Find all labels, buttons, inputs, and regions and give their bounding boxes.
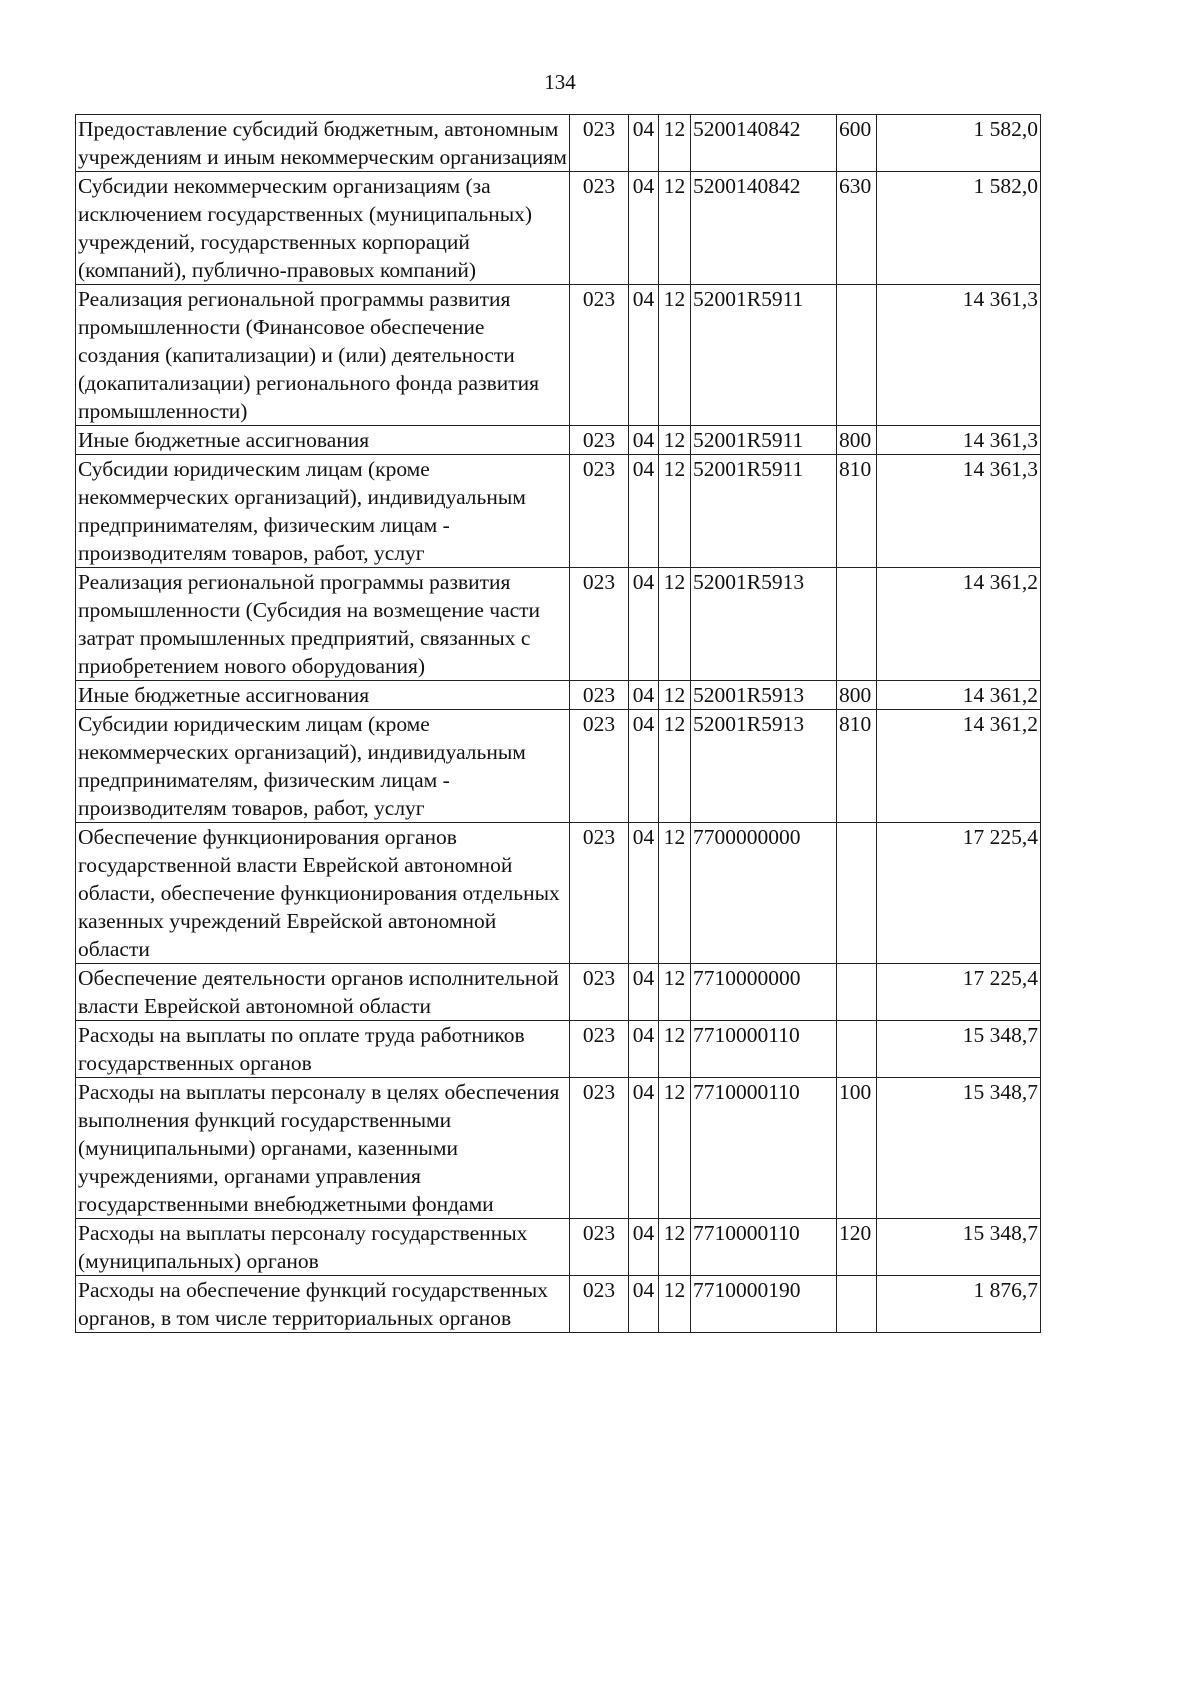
subsection-code-cell: 12: [659, 1219, 691, 1276]
grbs-code-cell: 023: [570, 823, 629, 964]
expense-type-cell: [837, 964, 877, 1021]
subsection-code-cell: 12: [659, 1276, 691, 1333]
subsection-code-cell: 12: [659, 285, 691, 426]
expense-type-cell: 810: [837, 455, 877, 568]
amount-cell: 15 348,7: [877, 1219, 1041, 1276]
amount-cell: 14 361,3: [877, 426, 1041, 455]
section-code-cell: 04: [629, 115, 659, 172]
target-article-cell: 52001R5911: [691, 426, 837, 455]
amount-cell: 15 348,7: [877, 1021, 1041, 1078]
subsection-code-cell: 12: [659, 681, 691, 710]
grbs-code-cell: 023: [570, 115, 629, 172]
grbs-code-cell: 023: [570, 172, 629, 285]
amount-cell: 14 361,2: [877, 710, 1041, 823]
subsection-code-cell: 12: [659, 455, 691, 568]
row-name-cell: Иные бюджетные ассигнования: [76, 681, 570, 710]
amount-cell: 14 361,2: [877, 681, 1041, 710]
row-name-cell: Расходы на выплаты персоналу государственных (муниципальных) органов: [76, 1219, 570, 1276]
section-code-cell: 04: [629, 823, 659, 964]
expense-type-cell: 810: [837, 710, 877, 823]
section-code-cell: 04: [629, 285, 659, 426]
target-article-cell: 7710000110: [691, 1219, 837, 1276]
expense-type-cell: [837, 1276, 877, 1333]
table-row: [76, 823, 1041, 964]
section-code-cell: 04: [629, 964, 659, 1021]
grbs-code-cell: 023: [570, 681, 629, 710]
expense-type-cell: [837, 285, 877, 426]
row-name-cell: Субсидии юридическим лицам (кроме некоммерческих организаций), индивидуальным предпринимателям, физическим лицам - производителям товаров, работ, услуг: [76, 710, 570, 823]
target-article-cell: 52001R5911: [691, 455, 837, 568]
table-row: [76, 1078, 1041, 1219]
grbs-code-cell: 023: [570, 455, 629, 568]
grbs-code-cell: 023: [570, 1276, 629, 1333]
row-name-cell: Обеспечение деятельности органов исполнительной власти Еврейской автономной области: [76, 964, 570, 1021]
target-article-cell: 7710000110: [691, 1078, 837, 1219]
row-name-cell: Субсидии юридическим лицам (кроме некоммерческих организаций), индивидуальным предпринимателям, физическим лицам - производителям товаров, работ, услуг: [76, 455, 570, 568]
table-row: [76, 710, 1041, 823]
target-article-cell: 7710000000: [691, 964, 837, 1021]
table-row: [76, 1021, 1041, 1078]
target-article-cell: 52001R5913: [691, 710, 837, 823]
expense-type-cell: [837, 823, 877, 964]
section-code-cell: 04: [629, 1219, 659, 1276]
subsection-code-cell: 12: [659, 115, 691, 172]
budget-table: [75, 114, 1041, 1333]
grbs-code-cell: 023: [570, 710, 629, 823]
expense-type-cell: 800: [837, 681, 877, 710]
subsection-code-cell: 12: [659, 710, 691, 823]
table-row: [76, 285, 1041, 426]
grbs-code-cell: 023: [570, 1078, 629, 1219]
row-name-cell: Реализация региональной программы развития промышленности (Финансовое обеспечение создания (капитализации) и (или) деятельности (докапитализации) регионального фонда развития промышленности): [76, 285, 570, 426]
target-article-cell: 7710000190: [691, 1276, 837, 1333]
row-name-cell: Предоставление субсидий бюджетным, автономным учреждениям и иным некоммерческим организациям: [76, 115, 570, 172]
target-article-cell: 52001R5913: [691, 568, 837, 681]
grbs-code-cell: 023: [570, 285, 629, 426]
target-article-cell: 5200140842: [691, 172, 837, 285]
section-code-cell: 04: [629, 172, 659, 285]
row-name-cell: Обеспечение функционирования органов государственной власти Еврейской автономной области, обеспечение функционирования отдельных казенных учреждений Еврейской автономной области: [76, 823, 570, 964]
expense-type-cell: 800: [837, 426, 877, 455]
amount-cell: 14 361,2: [877, 568, 1041, 681]
table-row: [76, 455, 1041, 568]
subsection-code-cell: 12: [659, 823, 691, 964]
table-row: [76, 964, 1041, 1021]
target-article-cell: 7710000110: [691, 1021, 837, 1078]
section-code-cell: 04: [629, 426, 659, 455]
grbs-code-cell: 023: [570, 1021, 629, 1078]
target-article-cell: 52001R5911: [691, 285, 837, 426]
expense-type-cell: 100: [837, 1078, 877, 1219]
grbs-code-cell: 023: [570, 568, 629, 681]
grbs-code-cell: 023: [570, 1219, 629, 1276]
amount-cell: 1 582,0: [877, 172, 1041, 285]
table-row: [76, 172, 1041, 285]
section-code-cell: 04: [629, 455, 659, 568]
subsection-code-cell: 12: [659, 1021, 691, 1078]
row-name-cell: Расходы на выплаты персоналу в целях обеспечения выполнения функций государственными (муниципальными) органами, казенными учреждениями, органами управления государственными внебюджетными фондами: [76, 1078, 570, 1219]
amount-cell: 14 361,3: [877, 455, 1041, 568]
row-name-cell: Субсидии некоммерческим организациям (за исключением государственных (муниципальных) учреждений, государственных корпораций (компаний), публично-правовых компаний): [76, 172, 570, 285]
expense-type-cell: [837, 568, 877, 681]
amount-cell: 17 225,4: [877, 964, 1041, 1021]
table-row: [76, 1219, 1041, 1276]
row-name-cell: Расходы на выплаты по оплате труда работников государственных органов: [76, 1021, 570, 1078]
expense-type-cell: 600: [837, 115, 877, 172]
table-row: [76, 568, 1041, 681]
row-name-cell: Реализация региональной программы развития промышленности (Субсидия на возмещение части затрат промышленных предприятий, связанных с приобретением нового оборудования): [76, 568, 570, 681]
target-article-cell: 7700000000: [691, 823, 837, 964]
section-code-cell: 04: [629, 1021, 659, 1078]
grbs-code-cell: 023: [570, 964, 629, 1021]
section-code-cell: 04: [629, 681, 659, 710]
table-row: [76, 1276, 1041, 1333]
table-row: [76, 681, 1041, 710]
expense-type-cell: [837, 1021, 877, 1078]
grbs-code-cell: 023: [570, 426, 629, 455]
table-body: [76, 115, 1041, 1333]
section-code-cell: 04: [629, 1276, 659, 1333]
section-code-cell: 04: [629, 710, 659, 823]
amount-cell: 17 225,4: [877, 823, 1041, 964]
amount-cell: 14 361,3: [877, 285, 1041, 426]
subsection-code-cell: 12: [659, 172, 691, 285]
expense-type-cell: 630: [837, 172, 877, 285]
target-article-cell: 5200140842: [691, 115, 837, 172]
page-number: 134: [544, 70, 576, 94]
target-article-cell: 52001R5913: [691, 681, 837, 710]
table-row: [76, 115, 1041, 172]
row-name-cell: Расходы на обеспечение функций государственных органов, в том числе территориальных органов: [76, 1276, 570, 1333]
table-row: [76, 426, 1041, 455]
section-code-cell: 04: [629, 1078, 659, 1219]
row-name-cell: Иные бюджетные ассигнования: [76, 426, 570, 455]
section-code-cell: 04: [629, 568, 659, 681]
amount-cell: 15 348,7: [877, 1078, 1041, 1219]
amount-cell: 1 876,7: [877, 1276, 1041, 1333]
amount-cell: 1 582,0: [877, 115, 1041, 172]
subsection-code-cell: 12: [659, 964, 691, 1021]
subsection-code-cell: 12: [659, 426, 691, 455]
subsection-code-cell: 12: [659, 568, 691, 681]
expense-type-cell: 120: [837, 1219, 877, 1276]
subsection-code-cell: 12: [659, 1078, 691, 1219]
